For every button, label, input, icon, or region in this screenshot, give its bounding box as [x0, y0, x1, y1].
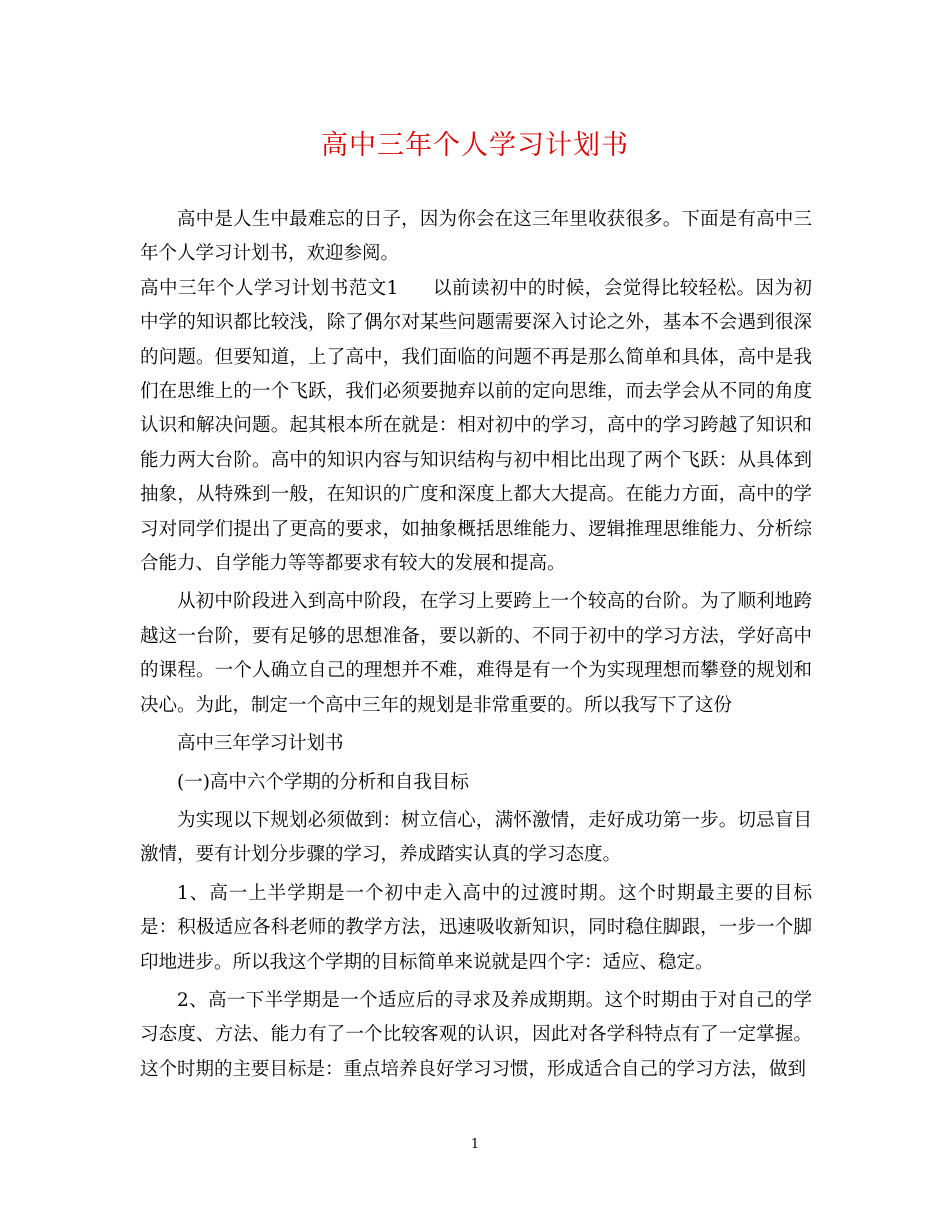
section-heading: 高中三年学习计划书: [177, 733, 344, 755]
document-title: 高中三年个人学习计划书: [321, 130, 629, 161]
body-paragraph: 从初中阶段进入到高中阶段，在学习上要跨上一个较高的台阶。为了顺利地跨越这一台阶，要有足够的思想准备，要以新的、不同于初中的学习方法，学好高中的课程。一个人确立自己的理想并不难，难得是有一个为实现理想而攀登的规划和决心。为此，制定一个高中三年的规划是非常重要的。所以我写下了这份: [140, 591, 812, 716]
sample-paragraph: [140, 272, 812, 582]
body-paragraph: 为实现以下规划必须做到：树立信心，满怀激情，走好成功第一步。切忌盲目激情，要有计划分步骤的学习，养成踏实认真的学习态度。: [140, 809, 812, 866]
list-paragraph: 1、高一上半学期是一个初中走入高中的过渡时期。这个时期最主要的目标是：积极适应各科老师的教学方法，迅速吸收新知识，同时稳住脚跟，一步一个脚印地进步。所以我这个学期的目标简单来说就是四个字：适应、稳定。: [140, 882, 812, 973]
list-paragraph: 2、高一下半学期是一个适应后的寻求及养成期期。这个时期由于对自己的学习态度、方法、能力有了一个比较客观的认识，因此对各学科特点有了一定掌握。这个时期的主要目标是：重点培养良好学习习惯，形成适合自己的学习方法，做到: [140, 989, 812, 1080]
sample-body: 以前读初中的时候，会觉得比较轻松。因为初中学的知识都比较浅，除了偶尔对某些问题需要深入讨论之外，基本不会遇到很深的问题。但要知道，上了高中，我们面临的问题不再是那么简单和具体，高中是我们在思维上的一个飞跃，我们必须要抛弃以前的定向思维，而去学会从不同的角度认识和解决问题。起其根本所在就是：相对初中的学习，高中的学习跨越了知识和能力两大台阶。高中的知识内容与知识结构与初中相比出现了两个飞跃：从具体到抽象，从特殊到一般，在知识的广度和深度上都大大提高。在能力方面，高中的学习对同学们提出了更高的要求，如抽象概括思维能力、逻辑推理思维能力、分析综合能力、自学能力等等都要求有较大的发展和提高。: [140, 277, 812, 575]
sample-heading: 高中三年个人学习计划书范文1: [140, 277, 399, 299]
subsection-heading: (一)高中六个学期的分析和自我目标: [177, 771, 469, 793]
intro-paragraph: 高中是人生中最难忘的日子，因为你会在这三年里收获很多。下面是有高中三年个人学习计划书，欢迎参阅。: [140, 209, 812, 265]
document-body: [140, 203, 812, 1087]
page-number: 1: [470, 1137, 480, 1152]
